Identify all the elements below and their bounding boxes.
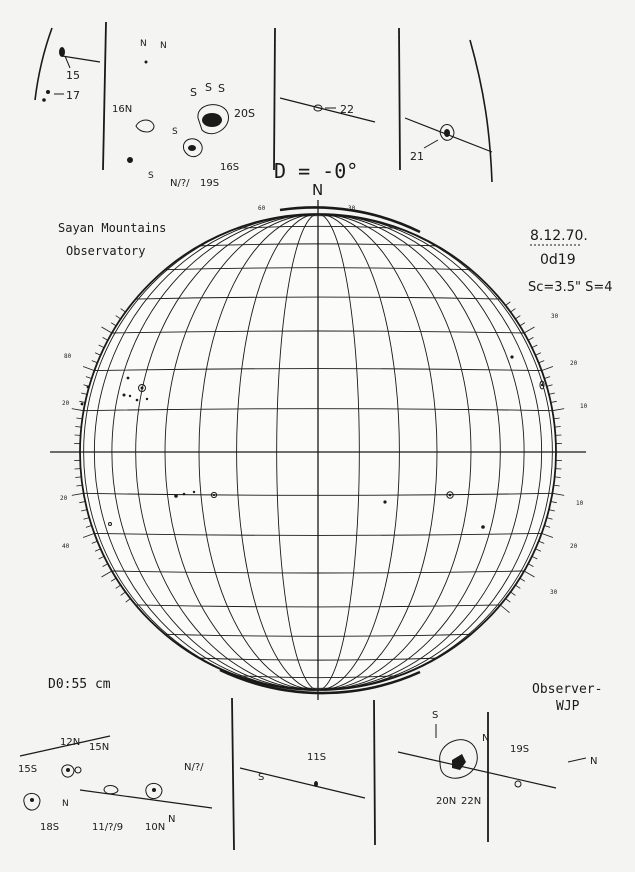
- label-15: 15: [66, 69, 80, 82]
- label-s2: S: [205, 81, 212, 94]
- spot: [449, 494, 452, 497]
- seeing-values: Sc=3.5" S=4: [528, 280, 613, 295]
- spot: [510, 355, 513, 358]
- label-10n: 10N: [145, 822, 166, 833]
- leader-21: [424, 140, 438, 148]
- spot-19s: [515, 781, 521, 787]
- panel-divider-b2: [374, 700, 375, 845]
- spot-11s: [314, 781, 318, 787]
- spot-17b: [42, 98, 46, 102]
- label-s1: S: [190, 86, 197, 99]
- label-n1: N: [140, 39, 147, 49]
- spot: [81, 403, 84, 406]
- observatory-line-1: Sayan Mountains: [58, 221, 167, 235]
- spot: [183, 493, 186, 496]
- spot: [87, 386, 90, 389]
- label-19s-bottom: 19S: [510, 744, 530, 755]
- label-s5: S: [148, 171, 154, 181]
- group-21-umbra: [444, 129, 450, 137]
- scan-line: [62, 56, 100, 62]
- spot: [141, 387, 144, 390]
- label-b-n3: N: [482, 733, 490, 744]
- label-17: 17: [66, 89, 80, 102]
- label-19s: 19S: [200, 178, 220, 189]
- observation-date: 8.12.70.: [530, 228, 588, 244]
- label-15n: 15N: [89, 742, 110, 753]
- label-n-q: N/?/: [170, 178, 190, 189]
- scale-right-label: 10: [580, 403, 588, 410]
- spot: [123, 394, 126, 397]
- scale-right-label: 30: [550, 589, 558, 596]
- label-s3: S: [218, 82, 225, 95]
- spot: [136, 399, 139, 402]
- spot: [383, 500, 386, 503]
- telescope-diameter: D0:55 cm: [48, 677, 111, 692]
- scale-left-label: 20: [60, 495, 68, 502]
- observatory-title: [58, 221, 166, 258]
- label-12n: 12N: [60, 737, 81, 748]
- group-19s-umbra: [188, 145, 196, 151]
- label-b-n4: N: [590, 756, 598, 767]
- panel-divider-1: [103, 22, 106, 170]
- spot: [127, 157, 133, 163]
- scale-left-label: 20: [62, 400, 70, 407]
- label-b-n1: N: [62, 799, 69, 809]
- panel-divider-3: [399, 28, 400, 170]
- group-20s-umbra: [202, 113, 222, 127]
- limb-arc-right: [470, 40, 492, 182]
- spot: [66, 768, 70, 772]
- group-15n: [75, 767, 81, 773]
- scale-right-label: 10: [576, 500, 584, 507]
- spot: [145, 61, 148, 64]
- spot: [541, 384, 543, 386]
- label-15s: 15S: [18, 764, 38, 775]
- scale-top-label: 60: [258, 205, 266, 212]
- limb-arc-left: [35, 28, 52, 100]
- label-b-s2: S: [432, 710, 439, 721]
- label-16s: 16S: [220, 162, 240, 173]
- scale-right-label: 20: [570, 543, 578, 550]
- spot: [30, 798, 34, 802]
- north-label: N: [312, 181, 324, 199]
- spot: [193, 491, 195, 493]
- label-22n: 22N: [461, 796, 482, 807]
- spot: [213, 494, 215, 496]
- spot: [152, 788, 156, 792]
- d-angle: D = -0°: [274, 159, 359, 183]
- label-18s: 18S: [40, 822, 60, 833]
- group-16-penumbra: [136, 120, 154, 132]
- label-b-n2: N: [168, 814, 176, 825]
- observer-label: Observer-: [532, 682, 603, 697]
- label-s4: S: [172, 127, 178, 137]
- leader-15: [65, 56, 70, 68]
- panel-divider-b1: [232, 698, 234, 850]
- label-20n: 20N: [436, 796, 457, 807]
- label-20s: 20S: [234, 107, 255, 120]
- scale-right-label: 20: [570, 360, 578, 367]
- top-detail-panels: [35, 22, 492, 189]
- scan-line: [280, 98, 375, 122]
- label-b-s1: S: [258, 772, 265, 783]
- spot-15: [59, 47, 65, 57]
- bottom-detail-panels: [18, 698, 597, 850]
- observer-initials: WJP: [556, 699, 580, 714]
- panel-divider-2: [274, 28, 275, 170]
- scale-left-label: 80: [64, 353, 72, 360]
- spot: [129, 395, 131, 397]
- scale-right-label: 30: [551, 313, 559, 320]
- solar-disk: [50, 200, 588, 700]
- label-n2: N: [160, 41, 167, 51]
- spot: [481, 525, 485, 529]
- label-11s: 11S: [307, 752, 327, 763]
- spot: [127, 377, 130, 380]
- group-11: [104, 786, 118, 794]
- label-22: 22: [340, 103, 354, 116]
- label-21: 21: [410, 150, 424, 163]
- spot: [146, 398, 148, 400]
- label-11q9: 11/?/9: [92, 822, 124, 833]
- stroke: [568, 758, 586, 762]
- observation-time: 0d19: [540, 252, 576, 268]
- scale-top-label: 30: [348, 205, 356, 212]
- label-n-q-bottom: N/?/: [184, 762, 204, 773]
- scale-left-label: 40: [62, 543, 70, 550]
- spot-17a: [46, 90, 50, 94]
- label-16n: 16N: [112, 104, 133, 115]
- observatory-line-2: Observatory: [66, 244, 146, 258]
- spot: [174, 494, 178, 498]
